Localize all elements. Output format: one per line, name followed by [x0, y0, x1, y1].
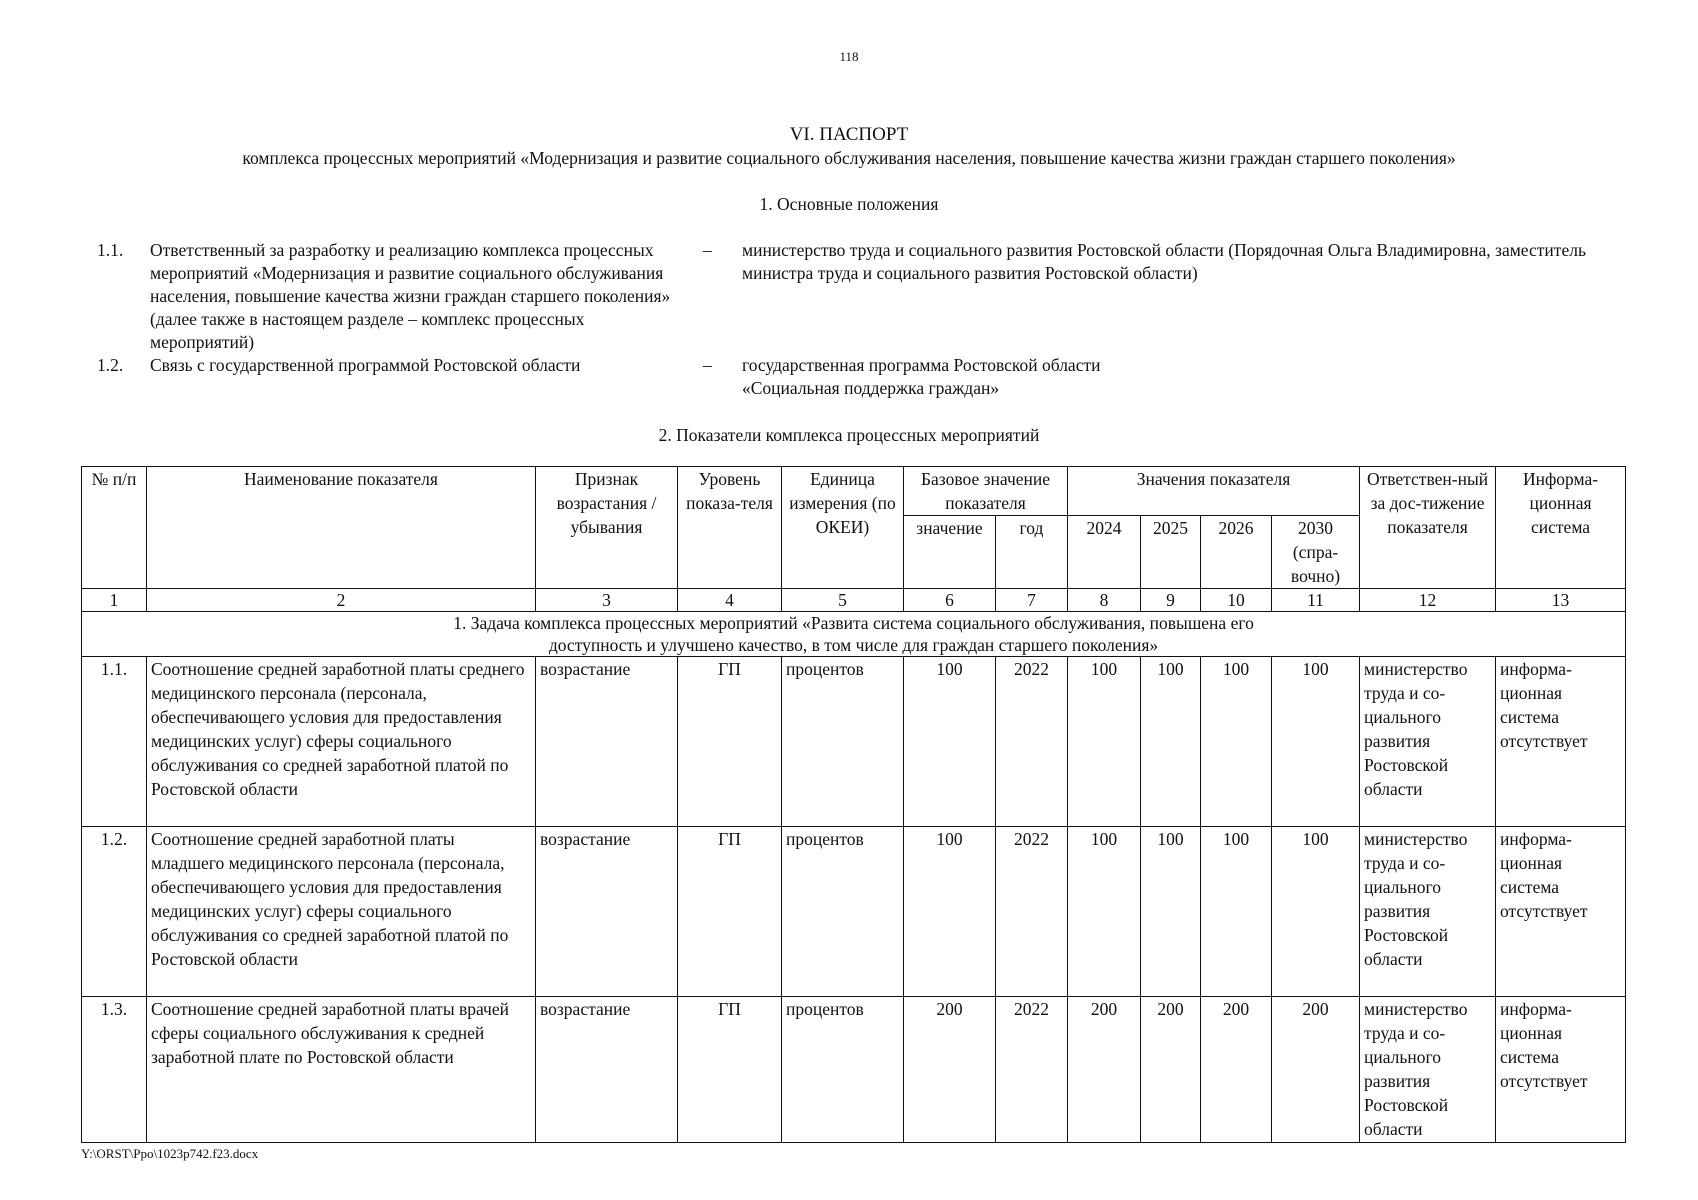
row-responsible: министерство труда и со-циального развития Ростовской области [1360, 657, 1496, 827]
task-row [82, 612, 1626, 657]
row-num: 1.3. [82, 997, 147, 1143]
row-base-year: 2022 [996, 827, 1068, 997]
col-header-num: № п/п [82, 467, 147, 589]
col-header-responsible: Ответствен-ный за дос-тижение показателя [1360, 467, 1496, 589]
col-header-base-value: значение [904, 516, 996, 589]
passport-subtitle: комплекса процессных мероприятий «Модернизация и развитие социального обслуживания населения, повышение качества жизни граждан старшего поколения» [242, 148, 1456, 168]
col-header-base-year: год [996, 516, 1068, 589]
table-row [82, 827, 1626, 997]
col-header-2024: 2024 [1068, 516, 1141, 589]
col-header-2026: 2026 [1201, 516, 1272, 589]
row-value-2024: 100 [1068, 657, 1141, 827]
row-num: 1.1. [82, 657, 147, 827]
row-level: ГП [678, 827, 782, 997]
row-value-2030: 100 [1272, 827, 1360, 997]
row-value-2030: 100 [1272, 657, 1360, 827]
col-header-name: Наименование показателя [147, 467, 536, 589]
row-value-2024: 200 [1068, 997, 1141, 1143]
row-value-2026: 200 [1201, 997, 1272, 1143]
column-number: 7 [996, 589, 1068, 612]
row-trend: возрастание [536, 827, 678, 997]
row-level: ГП [678, 657, 782, 827]
column-number: 6 [904, 589, 996, 612]
column-number: 5 [782, 589, 904, 612]
provision-dash: – [703, 240, 712, 260]
column-number: 11 [1272, 589, 1360, 612]
row-value-2026: 100 [1201, 657, 1272, 827]
row-system: информа-ционная система отсутствует [1496, 827, 1626, 997]
row-num: 1.2. [82, 827, 147, 997]
col-header-trend: Признак возрастания / убывания [536, 467, 678, 589]
row-value-2025: 100 [1141, 657, 1201, 827]
column-number: 13 [1496, 589, 1626, 612]
col-header-unit: Единица измерения (по ОКЕИ) [782, 467, 904, 589]
column-number: 4 [678, 589, 782, 612]
row-value-2025: 200 [1141, 997, 1201, 1143]
passport-title: VI. ПАСПОРТ [789, 124, 909, 145]
col-header-system: Информа-ционная система [1496, 467, 1626, 589]
indicators-table [81, 466, 1626, 1143]
row-unit: процентов [782, 827, 904, 997]
row-base-value: 100 [904, 657, 996, 827]
col-header-values: Значения показателя [1068, 467, 1360, 516]
row-value-2024: 100 [1068, 827, 1141, 997]
col-header-base: Базовое значение показателя [904, 467, 1068, 516]
row-base-year: 2022 [996, 657, 1068, 827]
column-number-row [82, 589, 1626, 612]
row-base-year: 2022 [996, 997, 1068, 1143]
row-value-2026: 100 [1201, 827, 1272, 997]
row-value-2025: 100 [1141, 827, 1201, 997]
row-base-value: 200 [904, 997, 996, 1143]
row-name: Соотношение средней заработной платы среднего медицинского персонала (персонала, обеспечивающего условия для предоставления медицинских услуг) сферы социального обслуживания со средней заработной платой по Ростовской области [147, 657, 536, 827]
row-value-2030: 200 [1272, 997, 1360, 1143]
column-number: 1 [82, 589, 147, 612]
row-responsible: министерство труда и со-циального развития Ростовской области [1360, 997, 1496, 1143]
col-header-level: Уровень показа-теля [678, 467, 782, 589]
row-level: ГП [678, 997, 782, 1143]
column-number: 2 [147, 589, 536, 612]
header-row [82, 467, 1626, 516]
row-name: Соотношение средней заработной платы врачей сферы социального обслуживания к средней заработной плате по Ростовской области [147, 997, 536, 1143]
col-header-2030: 2030 (спра-вочно) [1272, 516, 1360, 589]
provision-label: Ответственный за разработку и реализацию комплекса процессных мероприятий «Модернизация и развитие социального обслуживания населения, повышение качества жизни граждан старшего поколения» (далее также в настоящем разделе – комплекс процессных мероприятий) [150, 240, 671, 352]
column-number: 3 [536, 589, 678, 612]
provision-number: 1.1. [97, 240, 124, 260]
table-row [82, 997, 1626, 1143]
provision-label: Связь с государственной программой Ростовской области [150, 355, 581, 375]
provision-value: государственная программа Ростовской области «Социальная поддержка граждан» [742, 355, 1101, 398]
row-trend: возрастание [536, 997, 678, 1143]
row-unit: процентов [782, 657, 904, 827]
page-number: 118 [839, 49, 859, 64]
column-number: 12 [1360, 589, 1496, 612]
row-trend: возрастание [536, 657, 678, 827]
section2-heading: 2. Показатели комплекса процессных мероприятий [658, 425, 1040, 445]
file-path-footer: Y:\ORST\Ppo\1023p742.f23.docx [81, 1146, 259, 1161]
column-number: 9 [1141, 589, 1201, 612]
provision-dash: – [703, 355, 712, 375]
row-system: информа-ционная система отсутствует [1496, 657, 1626, 827]
row-responsible: министерство труда и со-циального развития Ростовской области [1360, 827, 1496, 997]
section1-heading: 1. Основные положения [759, 194, 939, 214]
task-title: 1. Задача комплекса процессных мероприятий «Развита система социального обслуживания, повышена его доступность и улучшено качество, в том числе для граждан старшего поколения» [82, 612, 1626, 657]
provision-number: 1.2. [97, 355, 124, 375]
provision-value: министерство труда и социального развития Ростовской области (Порядочная Ольга Владимировна, заместитель министра труда и социального развития Ростовской области) [742, 240, 1586, 283]
row-name: Соотношение средней заработной платы младшего медицинского персонала (персонала, обеспечивающего условия для предоставления медицинских услуг) сферы социального обслуживания со средней заработной платой по Ростовской области [147, 827, 536, 997]
column-number: 10 [1201, 589, 1272, 612]
table-row [82, 657, 1626, 827]
row-system: информа-ционная система отсутствует [1496, 997, 1626, 1143]
column-number: 8 [1068, 589, 1141, 612]
row-base-value: 100 [904, 827, 996, 997]
col-header-2025: 2025 [1141, 516, 1201, 589]
row-unit: процентов [782, 997, 904, 1143]
